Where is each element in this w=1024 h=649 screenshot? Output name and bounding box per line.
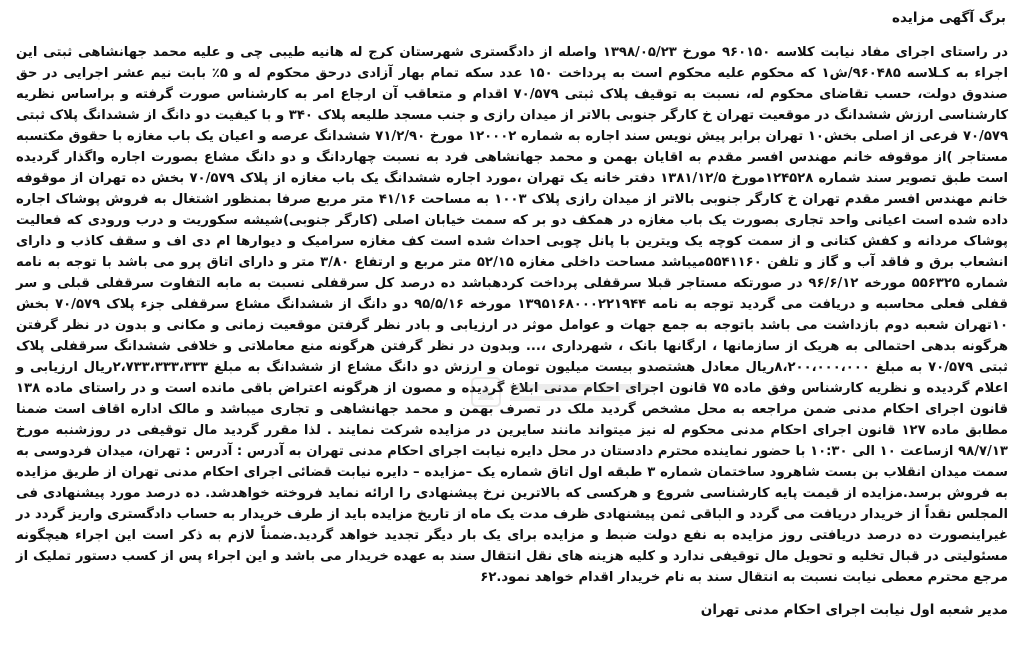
notice-body: در راستای اجرای مفاد نیابت کلاسه ۹۶۰۱۵۰ مورخ ۱۳۹۸/۰۵/۲۳ واصله از دادگستری شهرستان کرج له هانیه طیبی چی و علیه محمد جهانشاهی ثبتی این اجراء به کـلاسه ۹۶۰۴۸۵/ش۱ که محکوم علیه محکوم است به پرداخت ۱۵۰ عدد سکه تمام بهار آزادی درحق محکوم له و ۵٪ بابت نیم عشر اجرایی در حق صندوق دولت، حسب تقاضای محکوم له، نسبت به توقیف پلاک ثبتی ۷۰/۵۷۹ اقدام و متعاقب آن ارجاع امر به کارشناس صورت گرفته و براساس نظریه کارشناسی ارزش ششدانگ در موقعیت تهران خ کارگر جنوبی بالاتر از میدان رازی و جنب مسجد طلیعه پلاک ۳۴۰ و با کیفیت دو دانگ از ششدانگ پلاک ثبتی ۷۰/۵۷۹ فرعی از اصلی بخش۱۰ تهران برابر پیش نویس سند اجاره به شماره ۱۲۰۰۰۲ مورخ ۷۱/۲/۹۰ ششدانگ عرصه و اعیان یک باب مغازه با حقوق مکتسبه مستاجر )از موقوفه خانم مهندس افسر مقدم به اقایان بهمن و محمد جهانشاهی فرد به نسبت چهاردانگ و دو دانگ مشاع بصورت اجاره واگذار گردیده است طبق تصویر سند شماره ۱۲۴۵۲۸مورخ ۱۳۸۱/۱۲/۵ دفتر خانه یک تهران ،مورد اجاره ششدانگ یک باب مغازه از پلاک ۷۰/۵۷۹ بخش ده تهران از موقوفه خانم مهندس افسر مقدم تهران خ کارگر جنوبی بالاتر از میدان رازی پلاک ۱۰۰۳ به مساحت ۴۱/۱۶ متر مربع صرفا بمنظور اشتغال به فروش پوشاک اجاره داده شده است اعیانی واحد تجاری بصورت یک باب مغازه در همکف دو بر که سمت خیابان اصلی (کارگر جنوبی)شیشه سکوریت و درب ورودی که فعالیت پوشاک مردانه و کفش کتانی و از سمت کوچه یک ویترین با پانل چوبی احداث شده است کف مغازه سرامیک و دیوارها ام دی اف و سقف کاذب و دارای انشعاب برق و فاقد آب و گاز و تلفن ۵۵۴۱۱۶۰میباشد مساحت داخلی مغازه ۵۲/۱۵ متر مربع و ارتفاع ۳/۸۰ متر و دارای اتاق پرو می باشد با توجه به نامه شماره ۵۵۶۳۲۵ مورخه ۹۶/۶/۱۲ در صورتکه مستاجر قبلا سرقفلی پرداخت کردهباشد ده درصد کل سرقفلی نسبت به مابه التفاوت سرقفلی قبلی و سر قفلی فعلی محاسبه و دریافت می گردید توجه به نامه ۱۳۹۵۱۶۸۰۰۰۲۲۱۹۴۴ مورخه ۹۵/۵/۱۶ دو دانگ از ششدانگ مشاع سرقفلی جزء پلاک ۷۰/۵۷۹ بخش ۱۰تهران شعبه دوم بازداشت می باشد باتوجه به جمع جهات و عوامل موثر در ارزیابی و بادر نظر گرفتن موقعیت زمانی و مکانی و بدون در نظر گرفتن هرگونه بدهی احتمالی به هریک از سازمانها ، ارگانها بانک ، شهرداری ،... وبدون در نظر گرفتن هرگونه منع معاملاتی و خلافی ششدانگ سرقفلی پلاک ثبتی ۷۰/۵۷۹ به مبلغ ۸،۲۰۰،۰۰۰،۰۰۰ریال معادل هشتصدو بیست میلیون تومان و ارزش دو دانگ مشاع از ششدانگ به مبلغ ۲،۷۳۳،۳۳۳،۳۳۳ریال ارزیابی و اعلام گردیده و نظریه کارشناس وفق ماده ۷۵ قانون اجرای احکام مدنی ابلاغ گردیده و مصون از هرگونه اعتراض باقی مانده است و در راستای ماده ۱۳۸ قانون اجرای احکام مدنی ضمن مراجعه به محل مشخص گردید ملک در تصرف بهمن و محمد جهانشاهی و تجاری میباشد و مالک اداره اقاف است ضمنا مطابق ماده ۱۲۷ قانون اجرای احکام مدنی محکوم له نیز میتواند مانند سایرین در مزایده شرکت نمایند . لذا مقرر گردید مال توقیفی در روزشنبه مورخ ۹۸/۷/۱۳ ازساعت ۱۰ الی ۱۰:۳۰ با حضور نماینده محترم دادستان در محل دایره نیابت اجرای احکام مدنی تهران به آدرس : آدرس : تهران، میدان فردوسی به سمت میدان انقلاب بن بست شاهرود ساختمان شماره ۳ طبقه اول اتاق شماره یک –مزایده – دایره نیابت قضائی اجرای احکام مدنی تهران از طریق مزایده به فروش برسد.مزایده از قیمت پایه کارشناسی شروع و هرکسی که بالاترین نرخ پیشنهادی را ارائه نماید فروخته خواهدشد. ده درصد مورد پیشنهادی فی المجلس نقداً از خریدار دریافت می گردد و الباقی ثمن پیشنهادی ظرف مدت یک ماه از تاریخ مزایده باید از طرف خریدار به حساب دادگستری واریز گردد در غیراینصورت ده درصد دریافتی روز مزایده به نفع دولت ضبط و مزایده برای یک بار دیگر تجدید خواهد گردید.ضمناً لازم به ذکر است این اجراء هیچگونه مسئولیتی در قبال تخلیه و تحویل مال توقیفی ندارد و کلیه هزینه های نقل انتقال سند به عهده خریدار می باشد و این اجراء پس از کسب دستور تملیک از مرجع محترم معطی نیابت نسبت به انتقال سند به نام خریدار اقدام خواهد نمود.۶۲ xyxy=(16,45,1009,585)
notice-title: برگ آگهی مزایده xyxy=(892,10,1006,26)
notice-signature: مدیر شعبه اول نیابت اجرای احکام مدنی تهران xyxy=(700,602,1008,618)
